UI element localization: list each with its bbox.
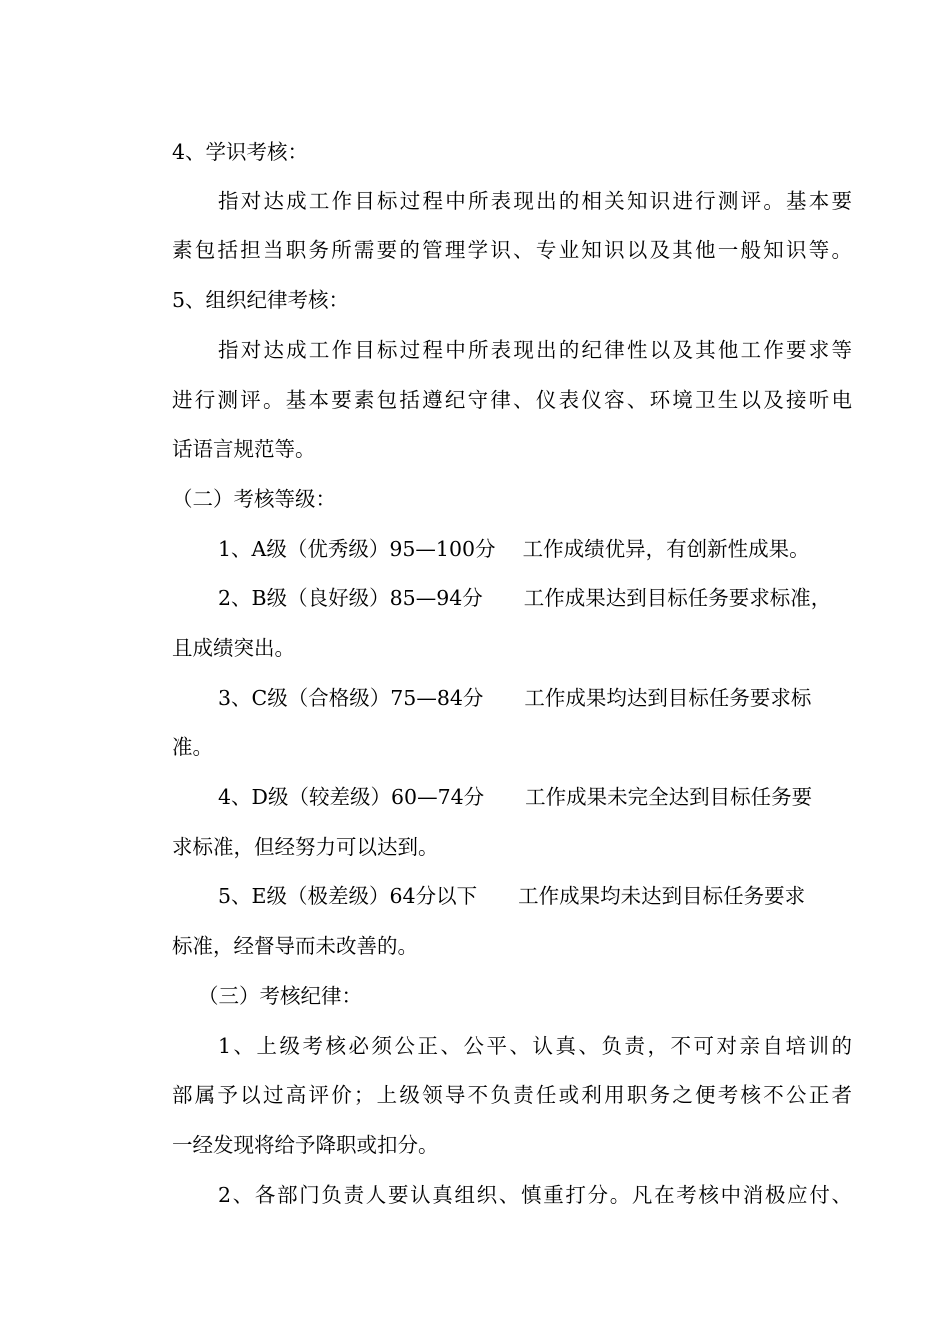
section-heading-grades: （二）考核等级：: [172, 487, 336, 511]
paragraph-line: 部属予以过高评价；上级领导不负责任或利用职务之便考核不公正者: [172, 1083, 852, 1107]
section-heading-knowledge: 4、学识考核：: [172, 140, 309, 164]
section-heading-discipline: 5、组织纪律考核：: [172, 288, 350, 312]
grade-line: 5、E级（极差级）64分以下 工作成果均未达到目标任务要求: [218, 884, 806, 908]
paragraph-line: 指对达成工作目标过程中所表现出的相关知识进行测评。基本要: [218, 189, 852, 213]
paragraph-line: 一经发现将给予降职或扣分。: [172, 1133, 439, 1157]
grade-line: 3、C级（合格级）75—84分 工作成果均达到目标任务要求标: [218, 686, 812, 710]
paragraph-line: 2、各部门负责人要认真组织、慎重打分。凡在考核中消极应付、: [218, 1183, 852, 1207]
grade-line: 1、A级（优秀级）95—100分 工作成绩优异，有创新性成果。: [218, 537, 810, 561]
paragraph-line: 进行测评。基本要素包括遵纪守律、仪表仪容、环境卫生以及接听电: [172, 388, 852, 412]
grade-line: 2、B级（良好级）85—94分 工作成果达到目标任务要求标准，: [218, 586, 832, 610]
section-heading-rules: （三）考核纪律：: [198, 984, 362, 1008]
grade-line: 准。: [172, 735, 213, 759]
paragraph-line: 话语言规范等。: [172, 437, 316, 461]
paragraph-line: 1、上级考核必须公正、公平、认真、负责，不可对亲自培训的: [218, 1034, 852, 1058]
paragraph-line: 素包括担当职务所需要的管理学识、专业知识以及其他一般知识等。: [172, 238, 852, 262]
grade-line: 求标准，但经努力可以达到。: [172, 835, 439, 859]
grade-line: 4、D级（较差级）60—74分 工作成果未完全达到目标任务要: [218, 785, 813, 809]
grade-line: 且成绩突出。: [172, 636, 295, 660]
paragraph-line: 指对达成工作目标过程中所表现出的纪律性以及其他工作要求等: [218, 338, 852, 362]
grade-line: 标准，经督导而未改善的。: [172, 934, 418, 958]
